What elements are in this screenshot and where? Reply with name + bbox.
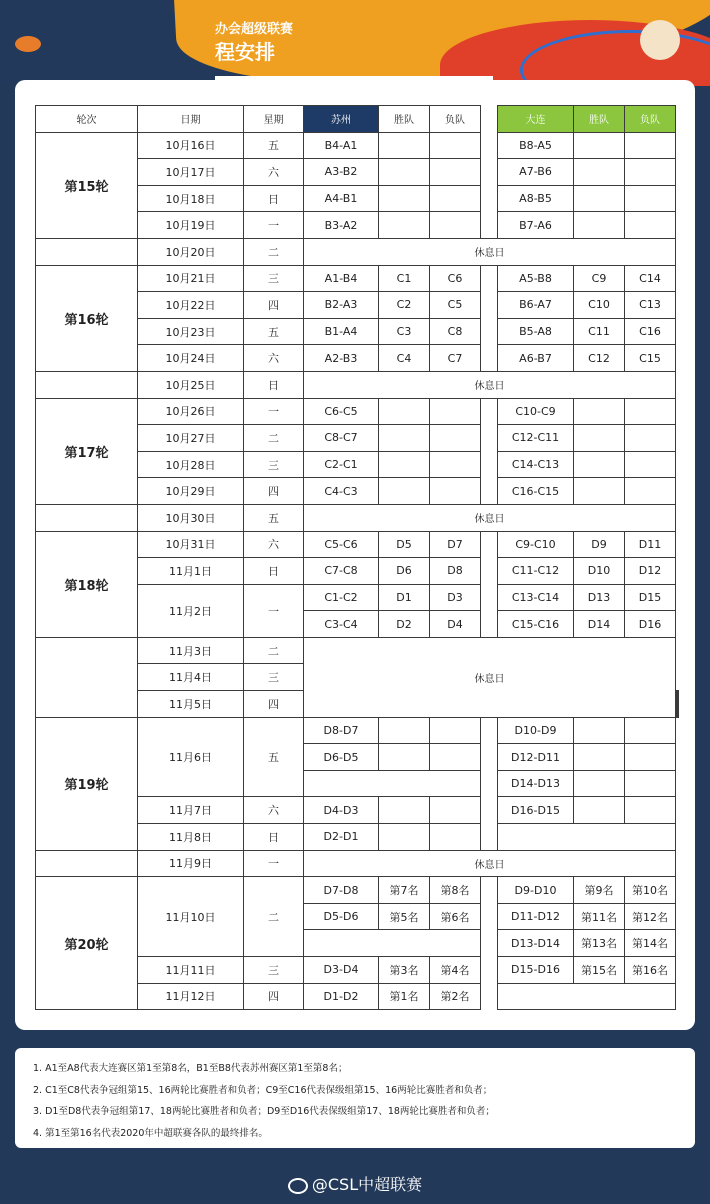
date-cell: 10月24日 bbox=[138, 345, 244, 372]
suzhou-loser: D3 bbox=[430, 584, 481, 611]
dalian-winner: C11 bbox=[574, 318, 625, 345]
suzhou-winner bbox=[379, 744, 430, 771]
dalian-loser: D16 bbox=[625, 611, 676, 638]
column-gap bbox=[481, 957, 498, 984]
weekday-cell: 一 bbox=[244, 584, 304, 637]
weekday-cell: 五 bbox=[244, 132, 304, 159]
date-cell: 11月7日 bbox=[138, 797, 244, 824]
suzhou-loser: C8 bbox=[430, 318, 481, 345]
table-row bbox=[36, 132, 679, 159]
suzhou-match: A2-B3 bbox=[304, 345, 379, 372]
dalian-loser bbox=[625, 212, 676, 239]
dalian-loser bbox=[625, 744, 676, 771]
column-gap bbox=[481, 903, 498, 930]
suzhou-loser bbox=[430, 824, 481, 851]
column-gap bbox=[481, 930, 498, 957]
header-weekday: 星期 bbox=[244, 106, 304, 133]
suzhou-match: C2-C1 bbox=[304, 451, 379, 478]
dalian-match: C10-C9 bbox=[498, 398, 574, 425]
dalian-loser: 第12名 bbox=[625, 903, 676, 930]
header-win: 胜队 bbox=[574, 106, 625, 133]
date-cell: 10月20日 bbox=[138, 238, 244, 265]
dalian-loser bbox=[625, 159, 676, 186]
date-cell: 10月18日 bbox=[138, 185, 244, 212]
suzhou-match: A4-B1 bbox=[304, 185, 379, 212]
suzhou-winner bbox=[379, 425, 430, 452]
dalian-winner bbox=[574, 132, 625, 159]
weekday-cell: 三 bbox=[244, 664, 304, 691]
column-gap bbox=[481, 292, 498, 319]
notes-panel bbox=[15, 1048, 695, 1148]
date-cell: 10月19日 bbox=[138, 212, 244, 239]
suzhou-loser: 第2名 bbox=[430, 983, 481, 1010]
dalian-winner: D9 bbox=[574, 531, 625, 558]
dalian-match: C12-C11 bbox=[498, 425, 574, 452]
dalian-match: C9-C10 bbox=[498, 531, 574, 558]
date-cell: 11月8日 bbox=[138, 824, 244, 851]
dalian-loser bbox=[625, 425, 676, 452]
suzhou-match: A1-B4 bbox=[304, 265, 379, 292]
suzhou-loser bbox=[430, 212, 481, 239]
dalian-match: B8-A5 bbox=[498, 132, 574, 159]
date-cell: 10月22日 bbox=[138, 292, 244, 319]
dalian-match: D11-D12 bbox=[498, 903, 574, 930]
suzhou-match: C8-C7 bbox=[304, 425, 379, 452]
date-cell: 10月25日 bbox=[138, 371, 244, 398]
column-gap bbox=[481, 398, 498, 425]
suzhou-loser bbox=[430, 159, 481, 186]
date-cell: 11月4日 bbox=[138, 664, 244, 691]
weekday-cell: 一 bbox=[244, 212, 304, 239]
suzhou-loser bbox=[430, 425, 481, 452]
date-cell: 11月3日 bbox=[138, 637, 244, 664]
dalian-winner: C12 bbox=[574, 345, 625, 372]
suzhou-winner bbox=[379, 451, 430, 478]
column-gap bbox=[481, 451, 498, 478]
column-gap bbox=[481, 265, 498, 292]
dalian-winner bbox=[574, 451, 625, 478]
weekday-cell: 三 bbox=[244, 957, 304, 984]
rest-day-label: 休息日 bbox=[304, 238, 676, 265]
schedule-table bbox=[35, 105, 679, 1010]
suzhou-match: B2-A3 bbox=[304, 292, 379, 319]
suzhou-loser bbox=[430, 132, 481, 159]
rest-day-label: 休息日 bbox=[304, 637, 676, 717]
dalian-match: D14-D13 bbox=[498, 770, 574, 797]
column-gap bbox=[481, 345, 498, 372]
dalian-loser bbox=[625, 770, 676, 797]
date-cell: 11月6日 bbox=[138, 717, 244, 797]
dalian-winner: C9 bbox=[574, 265, 625, 292]
column-gap bbox=[481, 744, 498, 771]
weekday-cell: 二 bbox=[244, 877, 304, 957]
table-row bbox=[36, 877, 679, 904]
dalian-winner bbox=[574, 212, 625, 239]
rest-day-label: 休息日 bbox=[304, 850, 676, 877]
table-row bbox=[36, 371, 679, 398]
suzhou-match: B3-A2 bbox=[304, 212, 379, 239]
dalian-match: A5-B8 bbox=[498, 265, 574, 292]
dalian-empty bbox=[678, 691, 679, 718]
weekday-cell: 二 bbox=[244, 238, 304, 265]
dalian-match: C13-C14 bbox=[498, 584, 574, 611]
suzhou-winner: D6 bbox=[379, 558, 430, 585]
column-gap bbox=[481, 106, 498, 133]
suzhou-loser bbox=[430, 478, 481, 505]
suzhou-winner bbox=[379, 824, 430, 851]
footer bbox=[0, 1172, 710, 1195]
suzhou-winner: 第3名 bbox=[379, 957, 430, 984]
suzhou-match: C3-C4 bbox=[304, 611, 379, 638]
dalian-match: D13-D14 bbox=[498, 930, 574, 957]
dalian-winner bbox=[574, 797, 625, 824]
dalian-match: C11-C12 bbox=[498, 558, 574, 585]
column-gap bbox=[481, 159, 498, 186]
note-line: 3. D1至D8代表争冠组第17、18两轮比赛胜者和负者；D9至D16代表保级组第17、18两轮比赛胜者和负者； bbox=[33, 1106, 495, 1117]
date-cell: 10月17日 bbox=[138, 159, 244, 186]
header-date: 日期 bbox=[138, 106, 244, 133]
suzhou-loser bbox=[430, 451, 481, 478]
suzhou-winner: C1 bbox=[379, 265, 430, 292]
column-gap bbox=[481, 558, 498, 585]
column-gap bbox=[481, 185, 498, 212]
suzhou-match: B4-A1 bbox=[304, 132, 379, 159]
suzhou-loser bbox=[430, 744, 481, 771]
dalian-loser bbox=[625, 132, 676, 159]
dalian-winner bbox=[574, 159, 625, 186]
dalian-winner bbox=[574, 478, 625, 505]
dalian-loser: C16 bbox=[625, 318, 676, 345]
header-win: 胜队 bbox=[379, 106, 430, 133]
table-row bbox=[36, 504, 679, 531]
date-cell: 11月12日 bbox=[138, 983, 244, 1010]
schedule-body bbox=[36, 132, 679, 1010]
dalian-loser: D15 bbox=[625, 584, 676, 611]
suzhou-loser: D4 bbox=[430, 611, 481, 638]
dalian-match: C15-C16 bbox=[498, 611, 574, 638]
column-gap bbox=[481, 717, 498, 744]
dalian-winner bbox=[574, 744, 625, 771]
dalian-loser: 第14名 bbox=[625, 930, 676, 957]
column-gap bbox=[481, 983, 498, 1010]
date-cell: 10月29日 bbox=[138, 478, 244, 505]
rest-day-label: 休息日 bbox=[304, 504, 676, 531]
suzhou-winner: D1 bbox=[379, 584, 430, 611]
round-label: 第16轮 bbox=[36, 265, 138, 371]
date-cell: 10月28日 bbox=[138, 451, 244, 478]
date-cell: 10月31日 bbox=[138, 531, 244, 558]
note-line: 2. C1至C8代表争冠组第15、16两轮比赛胜者和负者；C9至C16代表保级组第15、16两轮比赛胜者和负者； bbox=[33, 1084, 493, 1096]
dalian-winner bbox=[574, 398, 625, 425]
note-line: 4. 第1至第16名代表2020年中超联赛各队的最终排名。 bbox=[33, 1127, 268, 1139]
dalian-loser: C14 bbox=[625, 265, 676, 292]
weekday-cell: 日 bbox=[244, 824, 304, 851]
dalian-winner bbox=[574, 425, 625, 452]
weekday-cell: 六 bbox=[244, 797, 304, 824]
suzhou-loser: C6 bbox=[430, 265, 481, 292]
suzhou-loser: C5 bbox=[430, 292, 481, 319]
suzhou-winner: C2 bbox=[379, 292, 430, 319]
dalian-loser bbox=[625, 185, 676, 212]
suzhou-loser: 第6名 bbox=[430, 903, 481, 930]
date-cell: 10月16日 bbox=[138, 132, 244, 159]
suzhou-winner: 第1名 bbox=[379, 983, 430, 1010]
weekday-cell: 四 bbox=[244, 478, 304, 505]
suzhou-winner bbox=[379, 212, 430, 239]
dalian-winner: D10 bbox=[574, 558, 625, 585]
dalian-loser: D11 bbox=[625, 531, 676, 558]
column-gap bbox=[481, 531, 498, 558]
banner-subtitle: 办会超级联赛 bbox=[215, 22, 294, 37]
suzhou-match: D2-D1 bbox=[304, 824, 379, 851]
weekday-cell: 一 bbox=[244, 398, 304, 425]
weekday-cell: 六 bbox=[244, 159, 304, 186]
column-gap bbox=[481, 212, 498, 239]
round-label-empty bbox=[36, 504, 138, 531]
suzhou-loser bbox=[430, 797, 481, 824]
header-banner bbox=[0, 0, 710, 86]
weekday-cell: 六 bbox=[244, 531, 304, 558]
suzhou-winner bbox=[379, 398, 430, 425]
suzhou-match: A3-B2 bbox=[304, 159, 379, 186]
table-row bbox=[36, 850, 679, 877]
dalian-match: C16-C15 bbox=[498, 478, 574, 505]
weekday-cell: 五 bbox=[244, 717, 304, 797]
date-cell: 10月26日 bbox=[138, 398, 244, 425]
suzhou-loser: 第8名 bbox=[430, 877, 481, 904]
suzhou-winner: D5 bbox=[379, 531, 430, 558]
date-cell: 11月10日 bbox=[138, 877, 244, 957]
column-gap bbox=[481, 877, 498, 904]
column-gap bbox=[481, 132, 498, 159]
date-cell: 11月5日 bbox=[138, 691, 244, 718]
dalian-loser: C15 bbox=[625, 345, 676, 372]
date-cell: 10月30日 bbox=[138, 504, 244, 531]
weibo-icon bbox=[288, 1178, 308, 1194]
column-gap bbox=[481, 797, 498, 824]
suzhou-empty bbox=[304, 930, 481, 957]
dalian-loser: D12 bbox=[625, 558, 676, 585]
suzhou-match: D1-D2 bbox=[304, 983, 379, 1010]
table-row bbox=[36, 531, 679, 558]
date-cell: 11月2日 bbox=[138, 584, 244, 637]
date-cell: 11月1日 bbox=[138, 558, 244, 585]
weekday-cell: 一 bbox=[244, 850, 304, 877]
table-row bbox=[36, 265, 679, 292]
dalian-winner: C10 bbox=[574, 292, 625, 319]
dalian-empty bbox=[498, 824, 676, 851]
dalian-match: A8-B5 bbox=[498, 185, 574, 212]
column-gap bbox=[481, 425, 498, 452]
dalian-winner: 第11名 bbox=[574, 903, 625, 930]
suzhou-winner bbox=[379, 159, 430, 186]
dalian-empty bbox=[498, 983, 676, 1010]
suzhou-loser: C7 bbox=[430, 345, 481, 372]
weekday-cell: 二 bbox=[244, 637, 304, 664]
suzhou-match: C7-C8 bbox=[304, 558, 379, 585]
suzhou-loser bbox=[430, 185, 481, 212]
dalian-match: D16-D15 bbox=[498, 797, 574, 824]
column-gap bbox=[481, 611, 498, 638]
date-cell: 10月21日 bbox=[138, 265, 244, 292]
weekday-cell: 五 bbox=[244, 318, 304, 345]
dalian-match: A7-B6 bbox=[498, 159, 574, 186]
header-lose: 负队 bbox=[430, 106, 481, 133]
suzhou-loser bbox=[430, 398, 481, 425]
dalian-winner bbox=[574, 717, 625, 744]
dalian-match: D15-D16 bbox=[498, 957, 574, 984]
suzhou-winner: C3 bbox=[379, 318, 430, 345]
banner-decoration bbox=[640, 20, 680, 60]
dalian-loser bbox=[625, 478, 676, 505]
dalian-loser: 第10名 bbox=[625, 877, 676, 904]
dalian-match: D10-D9 bbox=[498, 717, 574, 744]
suzhou-loser: 第4名 bbox=[430, 957, 481, 984]
round-label: 第20轮 bbox=[36, 877, 138, 1010]
column-gap bbox=[481, 824, 498, 851]
rest-day-label: 休息日 bbox=[304, 371, 676, 398]
dalian-loser bbox=[625, 398, 676, 425]
column-gap bbox=[481, 318, 498, 345]
date-cell: 11月9日 bbox=[138, 850, 244, 877]
date-cell: 11月11日 bbox=[138, 957, 244, 984]
weekday-cell: 二 bbox=[244, 425, 304, 452]
column-gap bbox=[481, 584, 498, 611]
table-row bbox=[36, 717, 679, 744]
suzhou-winner: D2 bbox=[379, 611, 430, 638]
weekday-cell: 日 bbox=[244, 371, 304, 398]
table-header-row bbox=[36, 106, 679, 133]
dalian-match: D12-D11 bbox=[498, 744, 574, 771]
suzhou-winner bbox=[379, 717, 430, 744]
dalian-match: C14-C13 bbox=[498, 451, 574, 478]
suzhou-match: C4-C3 bbox=[304, 478, 379, 505]
suzhou-match: D5-D6 bbox=[304, 903, 379, 930]
suzhou-match: D3-D4 bbox=[304, 957, 379, 984]
dalian-winner: 第13名 bbox=[574, 930, 625, 957]
dalian-winner: 第15名 bbox=[574, 957, 625, 984]
column-gap bbox=[481, 478, 498, 505]
weekday-cell: 日 bbox=[244, 185, 304, 212]
suzhou-match: D7-D8 bbox=[304, 877, 379, 904]
table-row bbox=[36, 238, 679, 265]
suzhou-winner: 第7名 bbox=[379, 877, 430, 904]
round-label-empty bbox=[36, 850, 138, 877]
date-cell: 10月23日 bbox=[138, 318, 244, 345]
suzhou-match: D6-D5 bbox=[304, 744, 379, 771]
suzhou-match: D8-D7 bbox=[304, 717, 379, 744]
suzhou-match: C1-C2 bbox=[304, 584, 379, 611]
suzhou-loser: D8 bbox=[430, 558, 481, 585]
weekday-cell: 四 bbox=[244, 691, 304, 718]
weekday-cell: 六 bbox=[244, 345, 304, 372]
weekday-cell: 三 bbox=[244, 451, 304, 478]
dalian-winner: 第9名 bbox=[574, 877, 625, 904]
header-suzhou: 苏州 bbox=[304, 106, 379, 133]
weekday-cell: 三 bbox=[244, 265, 304, 292]
suzhou-match: D4-D3 bbox=[304, 797, 379, 824]
dalian-winner bbox=[574, 185, 625, 212]
suzhou-winner bbox=[379, 185, 430, 212]
weekday-cell: 四 bbox=[244, 292, 304, 319]
header-dalian: 大连 bbox=[498, 106, 574, 133]
round-label: 第15轮 bbox=[36, 132, 138, 238]
suzhou-winner: C4 bbox=[379, 345, 430, 372]
round-label: 第18轮 bbox=[36, 531, 138, 637]
dalian-winner: D13 bbox=[574, 584, 625, 611]
dalian-winner: D14 bbox=[574, 611, 625, 638]
round-label-empty bbox=[36, 371, 138, 398]
weekday-cell: 五 bbox=[244, 504, 304, 531]
suzhou-loser: D7 bbox=[430, 531, 481, 558]
card-notch bbox=[215, 76, 493, 86]
suzhou-empty bbox=[304, 770, 481, 797]
dalian-match: B6-A7 bbox=[498, 292, 574, 319]
dalian-match: A6-B7 bbox=[498, 345, 574, 372]
dalian-loser bbox=[625, 717, 676, 744]
dalian-match: D9-D10 bbox=[498, 877, 574, 904]
note-line: 1. A1至A8代表大连赛区第1至第8名，B1至B8代表苏州赛区第1至第8名； bbox=[33, 1063, 348, 1074]
banner-decoration bbox=[15, 36, 41, 52]
dalian-loser bbox=[625, 451, 676, 478]
suzhou-winner bbox=[379, 132, 430, 159]
suzhou-loser bbox=[430, 717, 481, 744]
dalian-match: B5-A8 bbox=[498, 318, 574, 345]
dalian-loser: 第16名 bbox=[625, 957, 676, 984]
dalian-loser bbox=[625, 797, 676, 824]
suzhou-winner bbox=[379, 797, 430, 824]
round-label: 第17轮 bbox=[36, 398, 138, 504]
round-label: 第19轮 bbox=[36, 717, 138, 850]
date-cell: 10月27日 bbox=[138, 425, 244, 452]
suzhou-winner bbox=[379, 478, 430, 505]
column-gap bbox=[481, 770, 498, 797]
table-row bbox=[36, 398, 679, 425]
round-label bbox=[36, 637, 138, 717]
weekday-cell: 四 bbox=[244, 983, 304, 1010]
round-label-empty bbox=[36, 238, 138, 265]
suzhou-winner: 第5名 bbox=[379, 903, 430, 930]
weekday-cell: 日 bbox=[244, 558, 304, 585]
banner-title: 程安排 bbox=[215, 40, 275, 64]
footer-handle: @CSL中超联赛 bbox=[311, 1175, 423, 1194]
suzhou-match: B1-A4 bbox=[304, 318, 379, 345]
suzhou-match: C6-C5 bbox=[304, 398, 379, 425]
dalian-match: B7-A6 bbox=[498, 212, 574, 239]
dalian-winner bbox=[574, 770, 625, 797]
table-row bbox=[36, 637, 679, 664]
suzhou-match: C5-C6 bbox=[304, 531, 379, 558]
dalian-loser: C13 bbox=[625, 292, 676, 319]
header-round: 轮次 bbox=[36, 106, 138, 133]
header-lose: 负队 bbox=[625, 106, 676, 133]
